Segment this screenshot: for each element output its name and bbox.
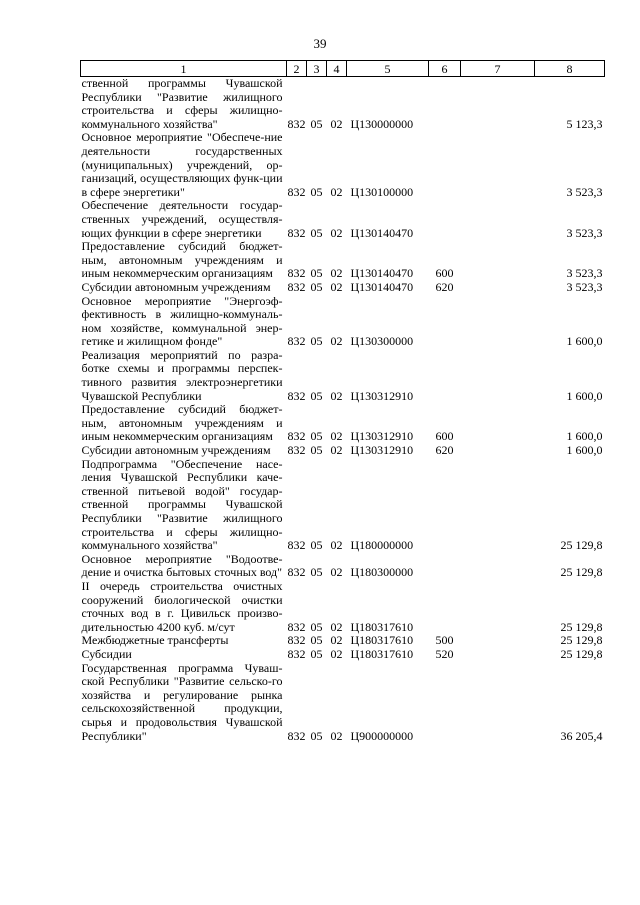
section-code: 05: [310, 225, 323, 240]
column-header: 3: [307, 61, 327, 77]
expense-type-code: [429, 131, 461, 199]
budget-item-name: Подпрограмма "Обеспечение насе-ления Чувашской Республики каче-ственной питьевой водой" государ-ственной программы Чувашской Республики "Развитие жилищного строительства и сферы жилищно-коммунального хозяйства": [81, 456, 283, 553]
target-article-code: Ц130100000: [350, 184, 414, 199]
column-7-value: [461, 199, 535, 240]
table-row: [81, 240, 605, 281]
section-code: 05: [310, 266, 323, 281]
target-article-code: Ц180300000: [350, 565, 414, 580]
table-row: [81, 281, 605, 295]
table-header: [81, 61, 605, 77]
column-header: 8: [535, 61, 605, 77]
target-article-code: Ц180317610: [350, 646, 414, 661]
expense-type-code: [429, 349, 461, 403]
expense-type-code: 520: [435, 646, 454, 661]
budget-item-name: ственной программы Чувашской Республики "Развитие жилищного строительства и сферы жилищно-коммунального хозяйства": [81, 76, 283, 131]
target-article-code: Ц130300000: [350, 334, 414, 349]
subsection-code: 02: [330, 538, 343, 553]
section-code: 05: [310, 646, 323, 661]
budget-item-name: Основное мероприятие "Энергоэф-фективность в жилищно-коммуналь-ном хозяйстве, коммунальной энер-гетике и жилищном фонде": [81, 293, 283, 349]
column-7-value: [461, 553, 535, 580]
amount: 25 129,8: [560, 619, 603, 634]
target-article-code: Ц130312910: [350, 443, 414, 458]
expense-type-code: [429, 580, 461, 634]
section-code: 05: [310, 116, 323, 131]
subsection-code: 02: [330, 279, 343, 294]
column-7-value: [461, 403, 535, 444]
subsection-code: 02: [330, 116, 343, 131]
subsection-code: 02: [330, 728, 343, 743]
ministry-code: 832: [287, 388, 306, 403]
subsection-code: 02: [330, 266, 343, 281]
ministry-code: 832: [287, 266, 306, 281]
ministry-code: 832: [287, 565, 306, 580]
column-7-value: [461, 77, 535, 132]
expense-type-code: 600: [435, 266, 454, 281]
expense-type-code: 620: [435, 443, 454, 458]
page-number: 39: [313, 36, 327, 51]
section-code: 05: [310, 429, 323, 444]
target-article-code: Ц180317610: [350, 633, 414, 648]
amount: 1 600,0: [566, 388, 603, 403]
subsection-code: 02: [330, 388, 343, 403]
table-row: [81, 553, 605, 580]
column-7-value: [461, 281, 535, 295]
target-article-code: Ц130140470: [350, 279, 414, 294]
subsection-code: 02: [330, 633, 343, 648]
target-article-code: Ц130000000: [350, 116, 414, 131]
budget-table: [80, 60, 605, 743]
expense-type-code: [429, 295, 461, 349]
amount: 1 600,0: [566, 443, 603, 458]
amount: 25 129,8: [560, 565, 603, 580]
amount: 3 523,3: [566, 266, 603, 281]
column-7-value: [461, 580, 535, 634]
column-7-value: [461, 295, 535, 349]
subsection-code: 02: [330, 565, 343, 580]
subsection-code: 02: [330, 184, 343, 199]
budget-item-name: Обеспечение деятельности государ-ственных учреждений, осуществля-ющих функции в сфере энергетики: [81, 198, 283, 240]
budget-item-name: Субсидии: [81, 646, 132, 661]
ministry-code: 832: [287, 538, 306, 553]
budget-item-name: Реализация мероприятий по разра-ботке схемы и программы перспек-тивного развития электроэнергетики Чувашской Республики: [81, 347, 283, 403]
ministry-code: 832: [287, 646, 306, 661]
amount: 5 123,3: [566, 116, 603, 131]
section-code: 05: [310, 565, 323, 580]
table-row: [81, 444, 605, 458]
column-header: 6: [429, 61, 461, 77]
column-7-value: [461, 349, 535, 403]
ministry-code: 832: [287, 116, 306, 131]
column-7-value: [461, 131, 535, 199]
budget-item-name: Предоставление субсидий бюджет-ным, автономным учреждениям и иным некоммерческим организациям: [81, 239, 283, 281]
ministry-code: 832: [287, 633, 306, 648]
table-row: [81, 199, 605, 240]
target-article-code: Ц130140470: [350, 266, 414, 281]
target-article-code: Ц130312910: [350, 388, 414, 403]
expense-type-code: 500: [435, 633, 454, 648]
expense-type-code: [429, 77, 461, 132]
amount: 3 523,3: [566, 279, 603, 294]
budget-item-name: Государственная программа Чуваш-ской Республики "Развитие сельско-го хозяйства и регулирование рынка сельскохозяйственной продукции, сырья и продовольствия Чувашской Республики": [81, 660, 283, 743]
section-code: 05: [310, 633, 323, 648]
amount: 3 523,3: [566, 225, 603, 240]
subsection-code: 02: [330, 429, 343, 444]
subsection-code: 02: [330, 619, 343, 634]
table-row: [81, 403, 605, 444]
ministry-code: 832: [287, 728, 306, 743]
table-row: [81, 662, 605, 744]
ministry-code: 832: [287, 443, 306, 458]
expense-type-code: [429, 553, 461, 580]
section-code: 05: [310, 728, 323, 743]
table-row: [81, 131, 605, 199]
section-code: 05: [310, 443, 323, 458]
subsection-code: 02: [330, 334, 343, 349]
budget-item-name: Субсидии автономным учреждениям: [81, 279, 271, 294]
amount: 1 600,0: [566, 429, 603, 444]
section-code: 05: [310, 388, 323, 403]
ministry-code: 832: [287, 334, 306, 349]
column-7-value: [461, 662, 535, 744]
target-article-code: Ц130312910: [350, 429, 414, 444]
ministry-code: 832: [287, 225, 306, 240]
table-row: [81, 580, 605, 634]
ministry-code: 832: [287, 279, 306, 294]
amount: 1 600,0: [566, 334, 603, 349]
budget-item-name: Субсидии автономным учреждениям: [81, 443, 271, 458]
amount: 25 129,8: [560, 538, 603, 553]
column-header: 1: [81, 61, 287, 77]
subsection-code: 02: [330, 443, 343, 458]
ministry-code: 832: [287, 184, 306, 199]
section-code: 05: [310, 334, 323, 349]
budget-item-name: II очередь строительства очистных сооружений биологической очистки сточных вод в г. Цивильск произво-дительностью 4200 куб. м/сут: [81, 578, 283, 634]
table-row: [81, 295, 605, 349]
budget-item-name: Основное мероприятие "Водоотве-дение и очистка бытовых сточных вод": [81, 551, 283, 580]
column-7-value: [461, 444, 535, 458]
budget-item-name: Предоставление субсидий бюджет-ным, автономным учреждениям и иным некоммерческим организациям: [81, 402, 283, 444]
amount: 3 523,3: [566, 184, 603, 199]
subsection-code: 02: [330, 225, 343, 240]
table-row: [81, 77, 605, 132]
budget-item-name: Межбюджетные трансферты: [81, 633, 229, 648]
table-row: [81, 458, 605, 553]
section-code: 05: [310, 279, 323, 294]
column-header: 5: [347, 61, 429, 77]
expense-type-code: [429, 458, 461, 553]
column-header: 2: [287, 61, 307, 77]
section-code: 05: [310, 538, 323, 553]
target-article-code: Ц180000000: [350, 538, 414, 553]
ministry-code: 832: [287, 619, 306, 634]
expense-type-code: 620: [435, 279, 454, 294]
column-7-value: [461, 240, 535, 281]
column-7-value: [461, 458, 535, 553]
column-header: 7: [461, 61, 535, 77]
column-header: 4: [327, 61, 347, 77]
table-row: [81, 634, 605, 648]
amount: 36 205,4: [560, 728, 603, 743]
table-row: [81, 349, 605, 403]
expense-type-code: 600: [435, 429, 454, 444]
table-body: [81, 77, 605, 744]
ministry-code: 832: [287, 429, 306, 444]
target-article-code: Ц180317610: [350, 619, 414, 634]
amount: 25 129,8: [560, 633, 603, 648]
section-code: 05: [310, 184, 323, 199]
expense-type-code: [429, 662, 461, 744]
amount: 25 129,8: [560, 646, 603, 661]
budget-item-name: Основное мероприятие "Обеспече-ние деятельности государственных (муниципальных) учреждений, ор-ганизаций, осуществляющих функ-ции в сфере энергетики": [81, 130, 283, 199]
subsection-code: 02: [330, 646, 343, 661]
target-article-code: Ц900000000: [350, 728, 414, 743]
table-row: [81, 648, 605, 662]
section-code: 05: [310, 619, 323, 634]
column-7-value: [461, 634, 535, 648]
target-article-code: Ц130140470: [350, 225, 414, 240]
expense-type-code: [429, 199, 461, 240]
column-7-value: [461, 648, 535, 662]
